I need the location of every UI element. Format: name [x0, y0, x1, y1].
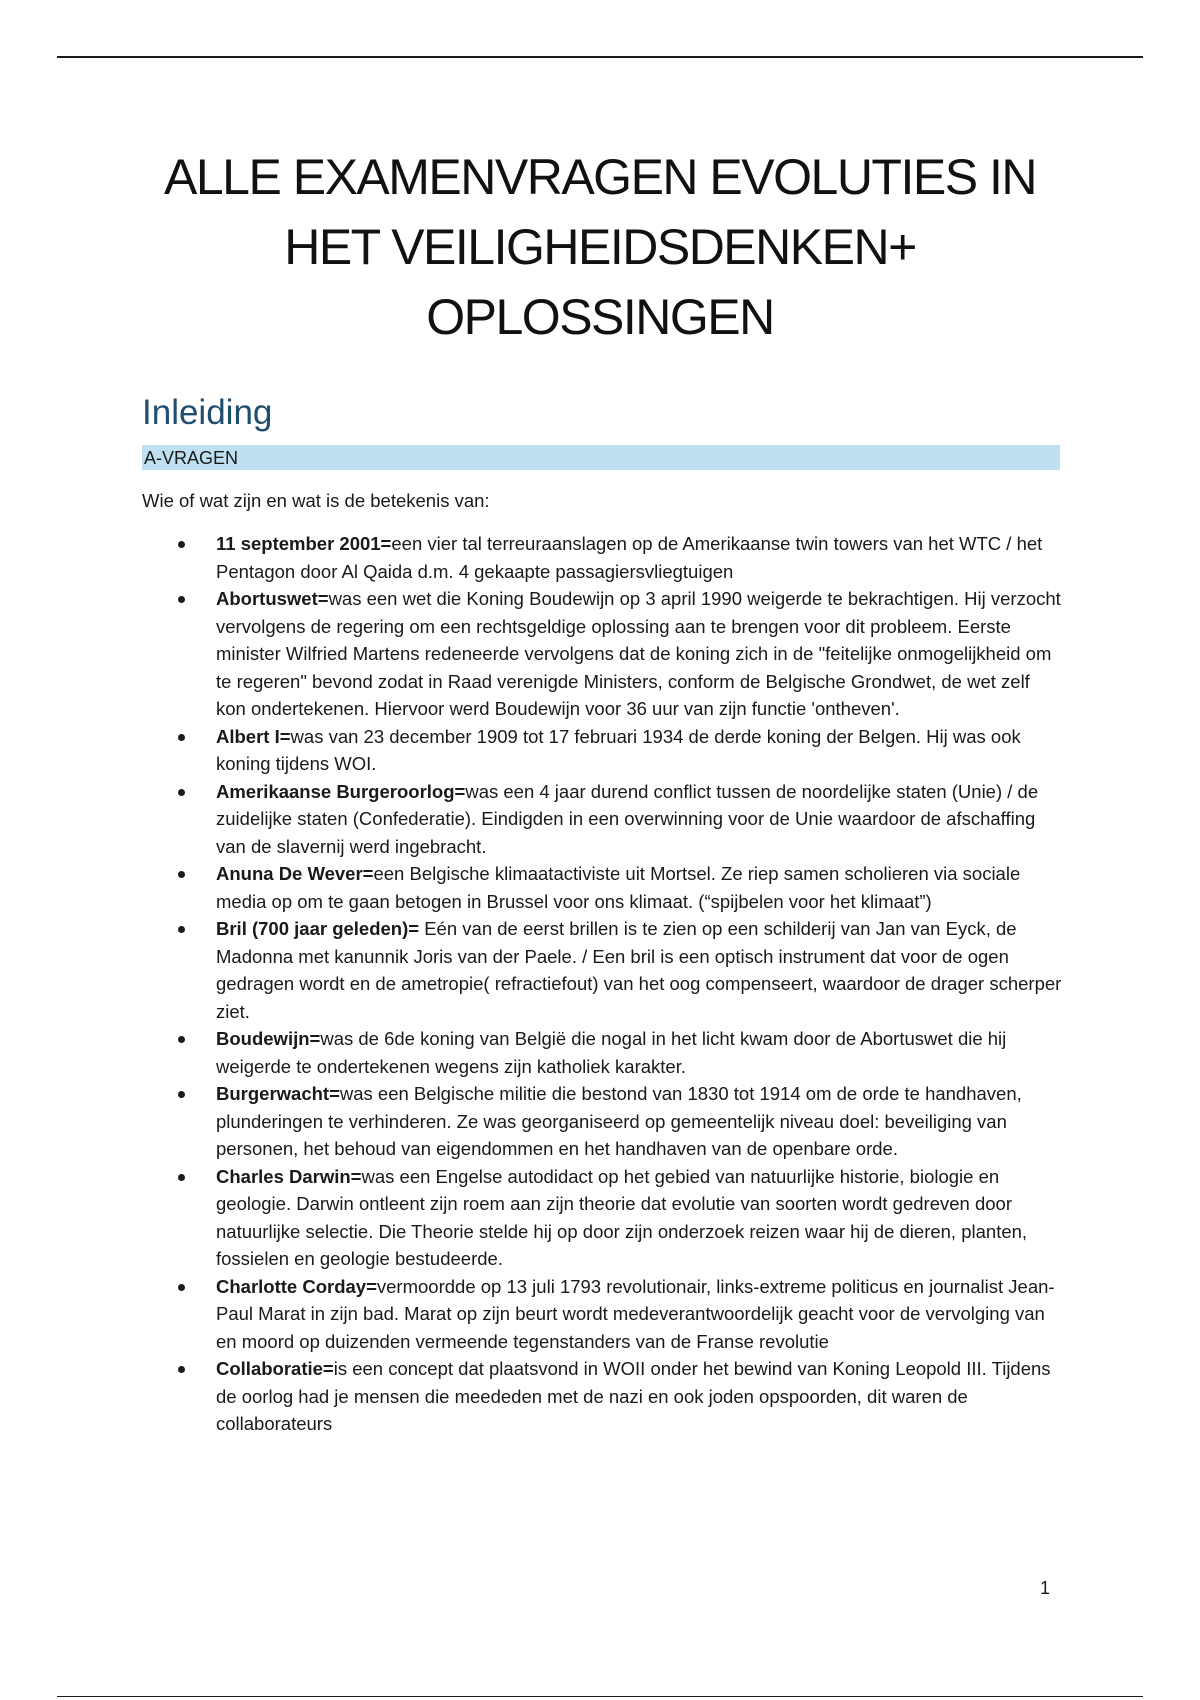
term-definition: een vier tal terreuraanslagen op de Amerikaanse twin towers van het WTC / het Pentagon door Al Qaida d.m. 4 gekaapte passagiersvliegtuigen — [216, 533, 1043, 582]
term-label: Bril (700 jaar geleden)= — [216, 918, 420, 939]
term-definition: was een Engelse autodidact op het gebied van natuurlijke historie, biologie en geologie. Darwin ontleent zijn roem aan zijn theorie dat evolutie van soorten wordt gedreven door natuurlijke selectie. Die Theorie stelde hij op door zijn onderzoek reizen waar hij de dieren, planten, fossielen en geologie bestudeerde. — [216, 1165, 1028, 1269]
list-item — [216, 1163, 1062, 1273]
list-item — [216, 860, 1062, 915]
term-definition: Eén van de eerst brillen is te zien op een schilderij van Jan van Eyck, de Madonna met kanunnik Joris van der Paele. / Een bril is een optisch instrument dat voor de ogen gedragen wordt en de ametropie( refractiefout) van het oog compenseert, waardoor de drager scherper ziet. — [216, 918, 1062, 1022]
term-definition: was van 23 december 1909 tot 17 februari 1934 de derde koning der Belgen. Hij was ook koning tijdens WOI. — [216, 725, 1021, 774]
term-label: Burgerwacht= — [216, 1083, 340, 1104]
term-label: Charles Darwin= — [216, 1165, 362, 1187]
term-label: Albert I= — [216, 725, 291, 747]
list-item — [216, 530, 1062, 585]
term-definition: was een wet die Koning Boudewijn op 3 april 1990 weigerde te bekrachtigen. Hij verzocht vervolgens de regering om een rechtsgeldige oplossing aan te brengen voor dit probleem. Eerste minister Wilfried Martens redeneerde vervolgens dat de koning zich in de "feitelijke onmogelijkheid om te regeren" bevond zodat in Raad verenigde Ministers, conform de Belgische Grondwet, de wet zelf kon ondertekenen. Hiervoor werd Boudewijn voor 36 uur van zijn functie 'ontheven'. — [216, 588, 1061, 719]
term-label: Boudewijn= — [216, 1028, 321, 1049]
subheading-banner: A-VRAGEN — [142, 445, 1060, 470]
list-item — [216, 778, 1062, 861]
title-line: ALLE EXAMENVRAGEN EVOLUTIES IN — [164, 149, 1036, 205]
term-label: Abortuswet= — [216, 588, 329, 609]
term-label: Amerikaanse Burgeroorlog= — [216, 780, 466, 802]
term-label: Charlotte Corday= — [216, 1275, 377, 1297]
term-definition: vermoordde op 13 juli 1793 revolutionair, links-extreme politicus en journalist Jean-Paul Marat in zijn bad. Marat op zijn beurt wordt medeverantwoordelijk geacht voor de vervolging van en moord op duizenden vermeende tegenstanders van de Franse revolutie — [216, 1275, 1055, 1352]
title-line: OPLOSSINGEN — [426, 289, 774, 345]
term-definition: was een 4 jaar durend conflict tussen de noordelijke staten (Unie) / de zuidelijke staten (Confederatie). Eindigden in een overwinning voor de Unie waardoor de afschaffing van de slavernij werd ingebracht. — [216, 780, 1039, 857]
title-line: HET VEILIGHEIDSDENKEN+ — [284, 219, 916, 275]
term-list — [142, 530, 1062, 1438]
term-definition: is een concept dat plaatsvond in WOII onder het bewind van Koning Leopold III. Tijdens de oorlog had je mensen die meededen met de nazi en ook joden opspoorden, dit waren de collaborateurs — [216, 1358, 1051, 1434]
list-item — [216, 1080, 1062, 1163]
term-label: Anuna De Wever= — [216, 863, 374, 884]
page-number: 1 — [1040, 1578, 1051, 1598]
list-item — [216, 1355, 1062, 1438]
header-rule — [57, 56, 1143, 58]
section-heading: Inleiding — [142, 393, 273, 432]
document-title — [100, 142, 1100, 352]
term-definition: een Belgische klimaatactiviste uit Mortsel. Ze riep samen scholieren via sociale media op om te gaan betogen in Brussel voor ons klimaat. (“spijbelen voor het klimaat”) — [216, 863, 1021, 912]
term-definition: was de 6de koning van België die nogal in het licht kwam door de Abortuswet die hij weigerde te ondertekenen wegens zijn katholiek karakter. — [216, 1028, 1007, 1077]
intro-text: Wie of wat zijn en wat is de betekenis van: — [142, 490, 490, 511]
list-item — [216, 1025, 1062, 1080]
list-item — [216, 1273, 1062, 1356]
list-item — [216, 915, 1062, 1025]
footer-rule — [57, 1696, 1143, 1697]
term-definition: was een Belgische militie die bestond van 1830 tot 1914 om de orde te handhaven, plunderingen te verhinderen. Ze was georganiseerd op gemeentelijk niveau doel: beveiliging van personen, het behoud van eigendommen en het handhaven van de openbare orde. — [216, 1083, 1022, 1159]
list-item — [216, 723, 1062, 778]
list-item — [216, 585, 1062, 723]
term-label: Collaboratie= — [216, 1358, 334, 1379]
term-label: 11 september 2001= — [216, 533, 392, 554]
